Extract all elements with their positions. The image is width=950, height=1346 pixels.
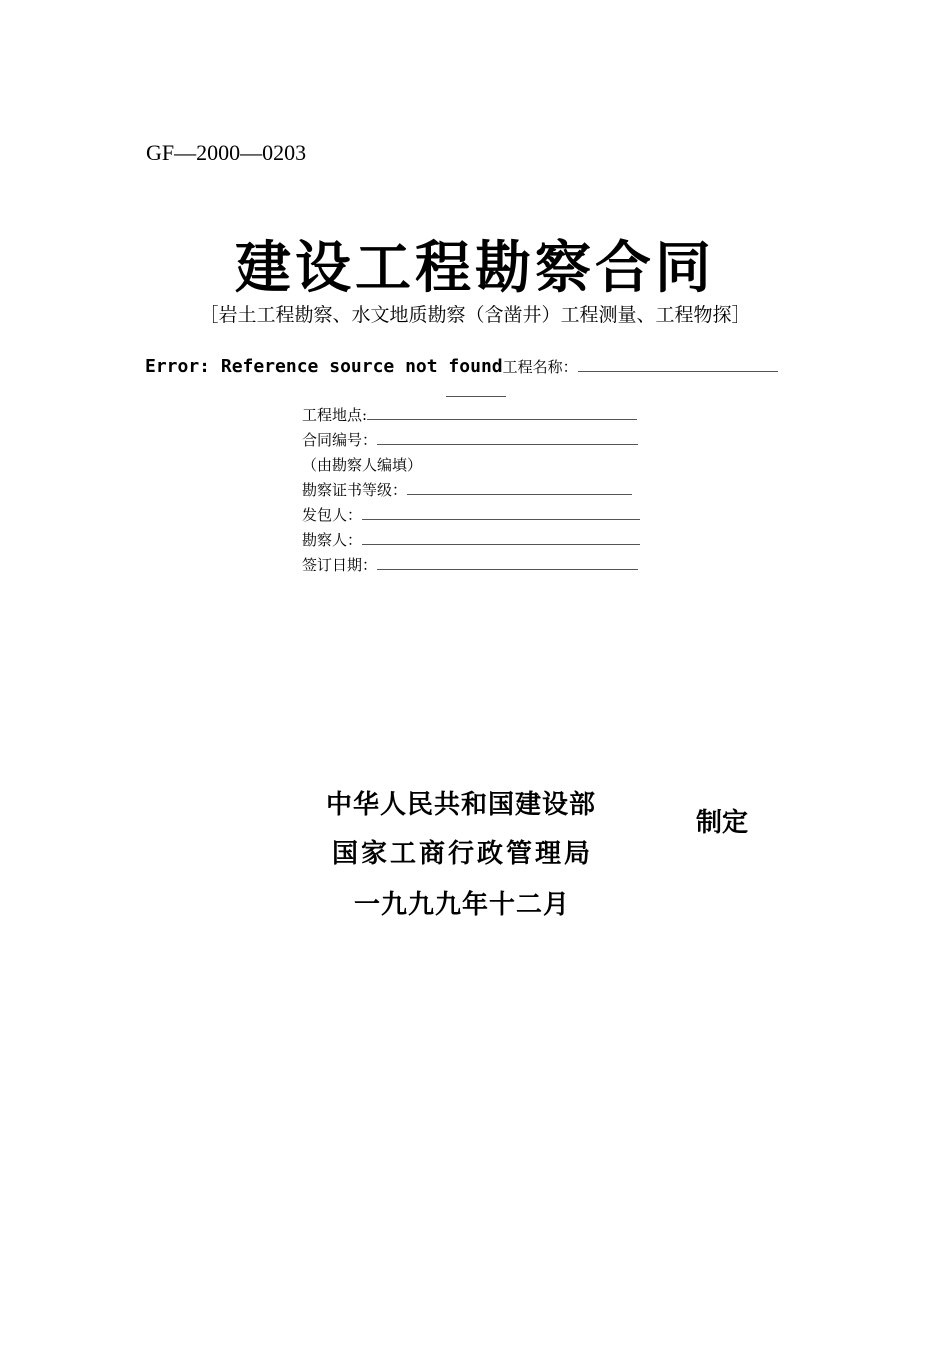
client-blank: [362, 507, 640, 520]
contract-number-blank: [377, 432, 638, 445]
project-location-row: [302, 404, 637, 426]
signing-date-label: 签订日期：: [302, 556, 378, 574]
client-label: 发包人：: [302, 506, 363, 524]
project-location-label: 工程地点:: [302, 406, 368, 424]
issuer-ministry-of-construction: 中华人民共和国建设部: [326, 790, 597, 820]
project-name-row: [145, 355, 778, 377]
project-name-blank: [578, 359, 778, 372]
certificate-grade-blank: [407, 482, 632, 495]
reference-error-text: Error: Reference source not found: [145, 356, 503, 377]
surveyor-blank: [362, 532, 640, 545]
document-subtitle: ［岩土工程勘察、水文地质勘察（含凿井）工程测量、工程物探］: [199, 304, 751, 326]
project-name-label: 工程名称：: [502, 358, 578, 376]
contract-number-row: [302, 429, 638, 451]
enacted-label: 制定: [696, 808, 749, 838]
project-name-blank-continued: [446, 384, 506, 397]
certificate-grade-row: [302, 479, 632, 501]
contract-number-label: 合同编号：: [302, 431, 378, 449]
surveyor-row: [302, 529, 640, 551]
certificate-grade-label: 勘察证书等级：: [302, 481, 408, 499]
surveyor-label: 勘察人：: [302, 531, 363, 549]
client-row: [302, 504, 640, 526]
issuer-industry-commerce-bureau: 国家工商行政管理局: [332, 839, 594, 869]
signing-date-blank: [377, 557, 638, 570]
document-code: GF—2000—0203: [146, 140, 307, 165]
signing-date-row: [302, 554, 638, 576]
document-title: 建设工程勘察合同: [235, 236, 715, 301]
project-location-blank: [367, 407, 637, 420]
filled-by-note: （由勘察人编填）: [302, 456, 423, 474]
issue-date: 一九九九年十二月: [354, 890, 571, 920]
